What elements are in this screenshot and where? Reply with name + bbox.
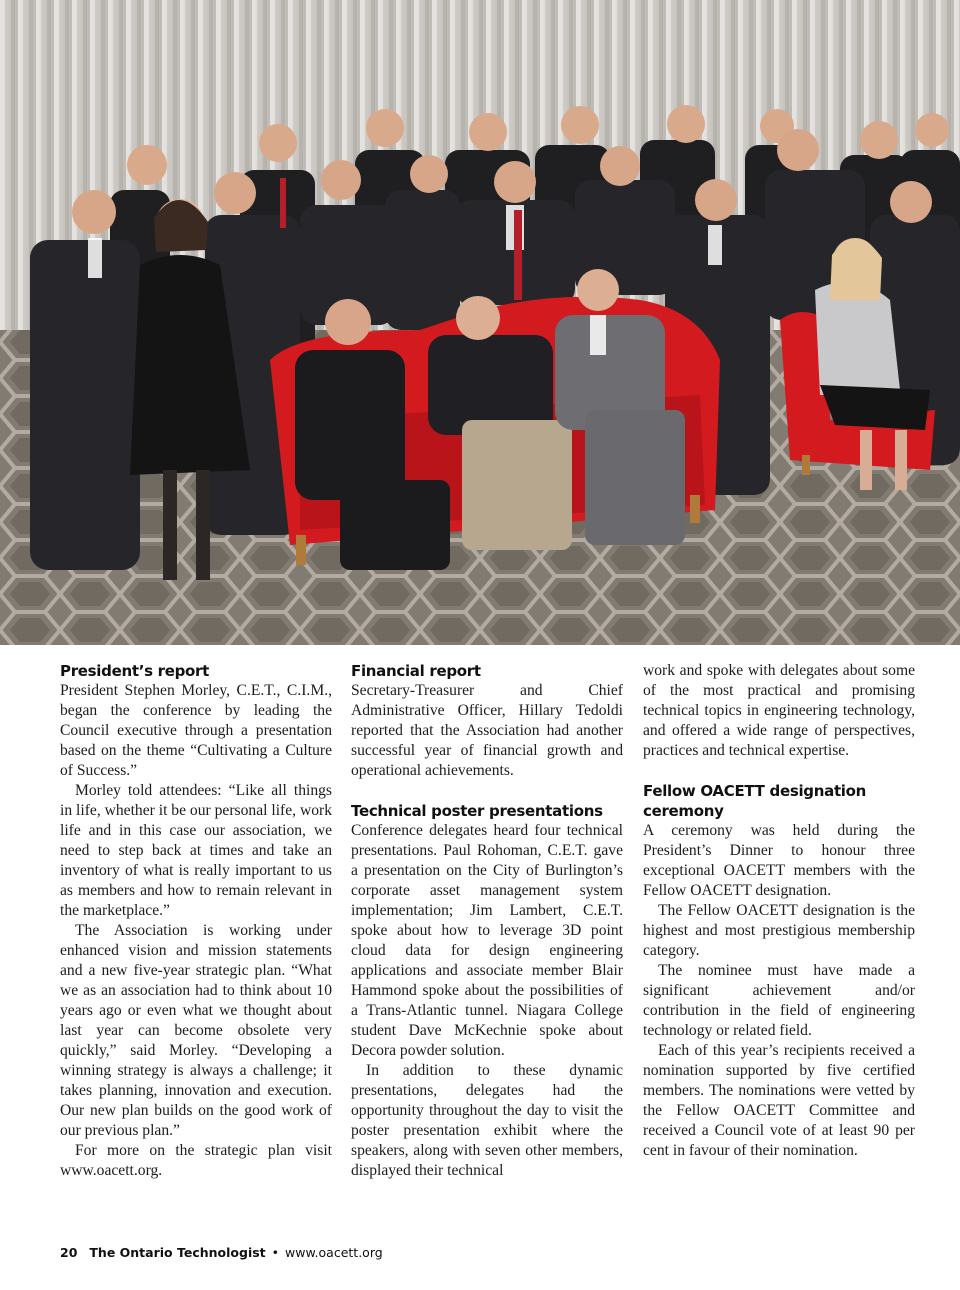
paragraph: President Stephen Morley, C.E.T., C.I.M., began the conference by leading the Council executive through a presentation based on the theme “Cultivating a Culture of Success.” — [60, 682, 332, 779]
paragraph: The Association is working under enhanced vision and mission statements and a new five-year strategic plan. “What we as an association had to think about 10 years ago or even what we thought about last year can become obsolete very quickly,” said Morley. “Developing a winning strategy is always a challenge; it takes planning, innovation and execution. Our new plan builds on the good work of our previous plan.” — [60, 922, 332, 1139]
paragraph: The nominee must have made a significant achievement and/or contribution in the field of engineering technology or related field. — [643, 962, 915, 1039]
heading-technical-poster-presentations: Technical poster presentations — [351, 802, 603, 820]
heading-fellow-oacett-ceremony: Fellow OACETT designation ceremony — [643, 782, 867, 820]
paragraph: Secretary-Treasurer and Chief Administrative Officer, Hillary Tedoldi reported that the Association had another successful year of financial growth and operational achievements. — [351, 682, 623, 779]
column-presidents-report — [60, 661, 332, 1181]
separator-dot: • — [271, 1245, 280, 1260]
page-number: 20 — [60, 1245, 78, 1260]
heading-presidents-report: President’s report — [60, 662, 210, 680]
paragraph: For more on the strategic plan visit www.oacett.org. — [60, 1142, 332, 1179]
paragraph: A ceremony was held during the President’s Dinner to honour three exceptional OACETT members with the Fellow OACETT designation. — [643, 822, 915, 899]
website-link[interactable]: www.oacett.org — [285, 1245, 383, 1260]
column-financial-report — [351, 661, 623, 1181]
magazine-title: The Ontario Technologist — [89, 1245, 266, 1260]
heading-financial-report: Financial report — [351, 662, 481, 680]
column-fellow-designation — [643, 661, 915, 1161]
paragraph: work and spoke with delegates about some of the most practical and promising technical topics in engineering technology, and offered a wide range of perspectives, practices and technical expertise. — [643, 662, 915, 759]
paragraph: The Fellow OACETT designation is the highest and most prestigious membership category. — [643, 902, 915, 959]
paragraph: Each of this year’s recipients received a nomination supported by five certified members. The nominations were vetted by the Fellow OACETT Committee and received a Council vote of at least 90 per cent in favour of their nomination. — [643, 1042, 915, 1159]
paragraph: In addition to these dynamic presentations, delegates had the opportunity throughout the day to visit the poster presentation exhibit where the speakers, along with seven other members, displayed their technical — [351, 1062, 623, 1179]
page-footer — [60, 1245, 383, 1260]
paragraph: Morley told attendees: “Like all things in life, whether it be our personal life, work life and in this case our association, we need to step back at times and take an inventory of what is really important to us as members and how to remain relevant in the marketplace.” — [60, 782, 332, 919]
paragraph: Conference delegates heard four technical presentations. Paul Rohoman, C.E.T. gave a presentation on the City of Burlington’s corporate asset management system implementation; Jim Lambert, C.E.T. spoke about how to leverage 3D point cloud data for design engineering applications and associate member Blair Hammond spoke about the possibilities of a Trans-Atlantic tunnel. Niagara College student Dave McKechnie spoke about Decora powder solution. — [351, 822, 623, 1059]
